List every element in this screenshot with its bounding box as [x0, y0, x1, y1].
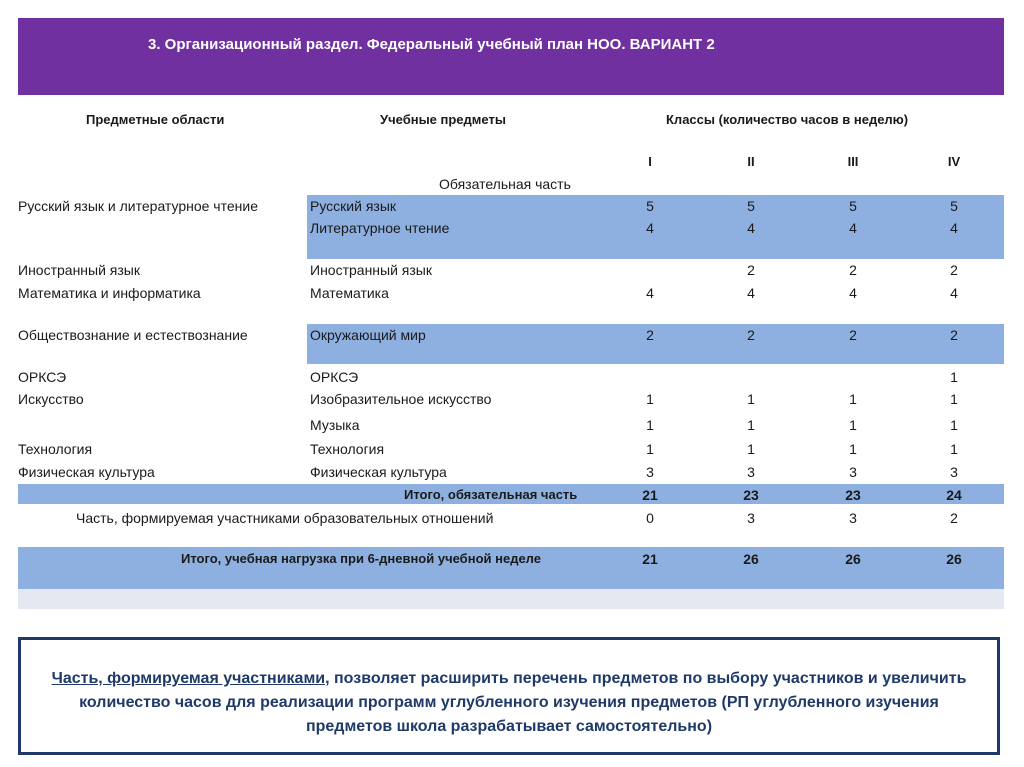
total-mandatory-label: Итого, обязательная часть — [404, 487, 578, 502]
row-hours-class-1: 3 — [646, 464, 654, 480]
mandatory-part-label: Обязательная часть — [439, 176, 571, 192]
row-hours-class-3: 1 — [849, 417, 857, 433]
row-area: Обществознание и естествознание — [18, 327, 248, 343]
row-subject: Музыка — [310, 417, 360, 433]
total-mandatory-1: 21 — [642, 487, 658, 503]
curriculum-table — [18, 108, 1004, 609]
row-subject: Изобразительное искусство — [310, 391, 492, 407]
class-label-3: III — [847, 154, 859, 169]
row-subject: Физическая культура — [310, 464, 447, 480]
row-hours-class-1: 5 — [646, 198, 654, 214]
row-area: Технология — [18, 441, 93, 457]
row-hours-class-3: 1 — [849, 441, 857, 457]
row-hours-class-2: 1 — [747, 441, 755, 457]
participants-part-2: 3 — [747, 510, 755, 526]
row-subject: Окружающий мир — [310, 327, 426, 343]
total-mandatory-2: 23 — [743, 487, 759, 503]
participants-part-4: 2 — [950, 510, 958, 526]
total-mandatory-3: 23 — [845, 487, 861, 503]
row-hours-class-2: 2 — [747, 327, 755, 343]
row-hours-class-1: 1 — [646, 417, 654, 433]
total-load-2: 26 — [743, 551, 759, 567]
row-subject: ОРКСЭ — [310, 369, 359, 385]
row-hours-class-3: 2 — [849, 262, 857, 278]
row-hours-class-4: 1 — [950, 441, 958, 457]
row-subject: Русский язык — [310, 198, 397, 214]
row-subject: Литературное чтение — [310, 220, 450, 236]
row-hours-class-2: 3 — [747, 464, 755, 480]
participants-part-label: Часть, формируемая участниками образовательных отношений — [76, 510, 494, 526]
row-area: ОРКСЭ — [18, 369, 67, 385]
header-areas: Предметные области — [86, 112, 225, 127]
total-load-4: 26 — [946, 551, 962, 567]
slide-header — [18, 18, 1004, 95]
total-load-3: 26 — [845, 551, 861, 567]
header-classes: Классы (количество часов в неделю) — [666, 112, 909, 127]
slide-title: 3. Организационный раздел. Федеральный учебный план НОО. ВАРИАНТ 2 — [148, 36, 715, 53]
row-hours-class-1: 4 — [646, 285, 654, 301]
total-mandatory-4: 24 — [946, 487, 962, 503]
row-hours-class-4: 5 — [950, 198, 958, 214]
participants-part-3: 3 — [849, 510, 857, 526]
participants-part-1: 0 — [646, 510, 654, 526]
row-hours-class-1: 4 — [646, 220, 654, 236]
row-hours-class-3: 4 — [849, 220, 857, 236]
row-area: Иностранный язык — [18, 262, 140, 278]
row-hours-class-3: 4 — [849, 285, 857, 301]
row-hours-class-3: 1 — [849, 391, 857, 407]
row-hours-class-1: 2 — [646, 327, 654, 343]
note-text — [21, 667, 997, 739]
row-subject: Технология — [310, 441, 385, 457]
row-hours-class-4: 4 — [950, 220, 958, 236]
row-hours-class-2: 1 — [747, 417, 755, 433]
class-label-4: IV — [947, 154, 961, 169]
class-label-1: I — [648, 154, 652, 169]
row-area: Русский язык и литературное чтение — [18, 198, 258, 214]
row-hours-class-1: 1 — [646, 391, 654, 407]
row-hours-class-2: 1 — [747, 391, 755, 407]
row-area: Физическая культура — [18, 464, 155, 480]
row-hours-class-4: 4 — [950, 285, 958, 301]
row-subject: Иностранный язык — [310, 262, 432, 278]
row-hours-class-2: 4 — [747, 285, 755, 301]
row-area: Математика и информатика — [18, 285, 201, 301]
row-hours-class-4: 2 — [950, 327, 958, 343]
row-hours-class-3: 2 — [849, 327, 857, 343]
row-hours-class-4: 2 — [950, 262, 958, 278]
row-subject: Математика — [310, 285, 389, 301]
note-rest: позволяет расширить перечень предметов по выбору участников и увеличить количество часов для реализации программ углубленного изучения предметов (РП углубленного изучения предметов школа разрабатывает самостоятельно) — [79, 670, 967, 735]
total-load-label: Итого, учебная нагрузка при 6-дневной учебной неделе — [181, 551, 541, 566]
row-hours-class-4: 1 — [950, 391, 958, 407]
class-label-2: II — [747, 154, 755, 169]
total-load-1: 21 — [642, 551, 658, 567]
note-underlined: Часть, формируемая участниками, — [51, 670, 330, 687]
row-hours-class-1: 1 — [646, 441, 654, 457]
row-hours-class-3: 3 — [849, 464, 857, 480]
row-hours-class-4: 1 — [950, 369, 958, 385]
row-hours-class-2: 4 — [747, 220, 755, 236]
row-hours-class-2: 2 — [747, 262, 755, 278]
header-subjects: Учебные предметы — [380, 112, 506, 127]
note-box — [18, 637, 1000, 755]
row-hours-class-4: 1 — [950, 417, 958, 433]
row-hours-class-4: 3 — [950, 464, 958, 480]
row-hours-class-3: 5 — [849, 198, 857, 214]
row-hours-class-2: 5 — [747, 198, 755, 214]
row-area: Искусство — [18, 391, 84, 407]
